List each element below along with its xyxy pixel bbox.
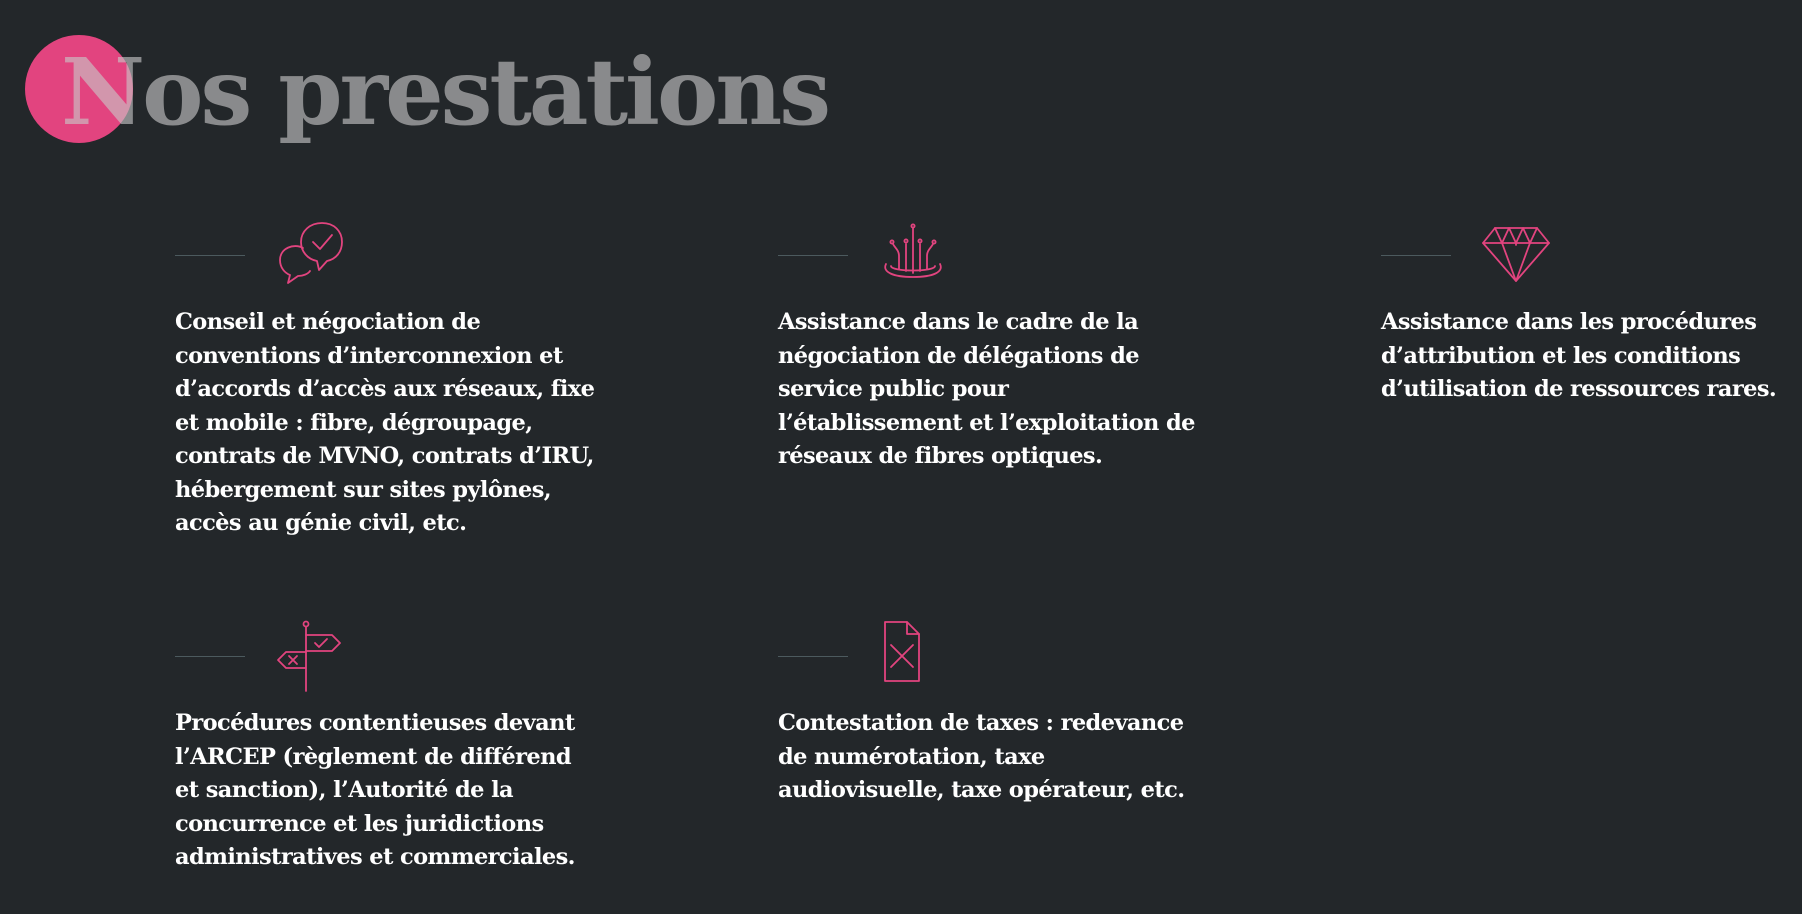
speech-bubbles-check-icon bbox=[270, 218, 350, 293]
fiber-optic-icon bbox=[873, 218, 953, 293]
page-title: Nos prestations bbox=[61, 38, 829, 146]
service-description: Conseil et négociation de conventions d’interconnexion et d’accords d’accès aux réseaux, fixe et mobile : fibre, dégroupage, contrats de MVNO, contrats d’IRU, hébergement sur sites pylônes, accès au génie civil, etc. bbox=[175, 309, 595, 536]
service-description: Procédures contentieuses devant l’ARCEP (règlement de différend et sanction), l’Autorité de la concurrence et les juridictions administratives et commerciales. bbox=[175, 710, 575, 870]
service-description: Assistance dans le cadre de la négociation de délégations de service public pour l’établissement et l’exploitation de réseaux de fibres optiques. bbox=[778, 309, 1195, 469]
service-item-rare-resources bbox=[1381, 218, 1791, 402]
service-description: Assistance dans les procédures d’attribution et les conditions d’utilisation de ressources rares. bbox=[1381, 309, 1777, 402]
service-item-interconnection bbox=[175, 218, 595, 536]
service-item-public-service bbox=[778, 218, 1195, 469]
service-header bbox=[1381, 218, 1791, 298]
service-header bbox=[778, 218, 1188, 298]
divider-line bbox=[1381, 255, 1451, 256]
divider-line bbox=[778, 255, 848, 256]
service-item-tax-contestation bbox=[778, 619, 1188, 803]
document-cross-icon bbox=[873, 619, 953, 694]
service-header bbox=[778, 619, 1188, 699]
service-header bbox=[175, 218, 585, 298]
diamond-icon bbox=[1476, 218, 1556, 293]
divider-line bbox=[778, 656, 848, 657]
signpost-icon bbox=[270, 619, 350, 694]
service-item-litigation bbox=[175, 619, 585, 870]
service-header bbox=[175, 619, 585, 699]
service-description: Contestation de taxes : redevance de numérotation, taxe audiovisuelle, taxe opérateur, etc. bbox=[778, 710, 1185, 803]
divider-line bbox=[175, 255, 245, 256]
divider-line bbox=[175, 656, 245, 657]
